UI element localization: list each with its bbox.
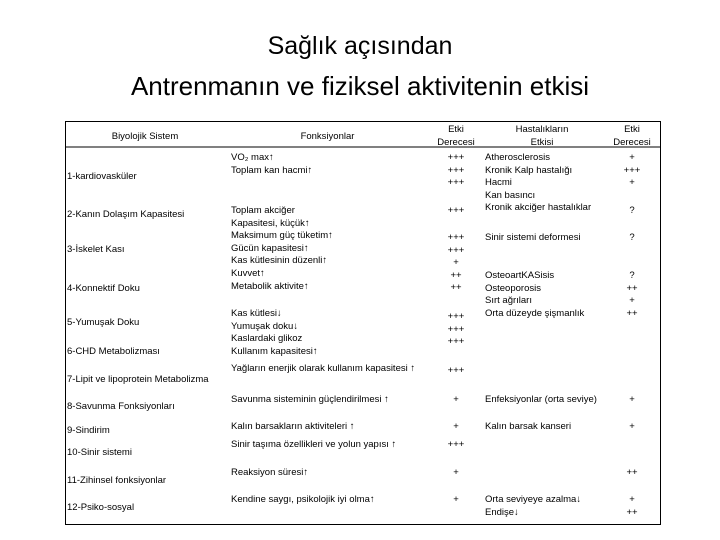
system-cardiovascular: 1-kardiovasküler xyxy=(67,171,137,182)
diseases-psycho: Orta seviyeye azalma↓ Endişe↓ xyxy=(485,494,582,518)
diseases-digestion: Kalın barsak kanseri xyxy=(485,421,572,432)
header-diseases: Hastalıkların Etkisi xyxy=(515,124,569,148)
functions-block-2: Toplam akciğer Kapasitesi, küçük↑ Maksimum güç tüketim↑ Gücün kapasitesi↑ Kas kütlesinin düzenli↑ Kuvvet↑ Metabolik aktivite↑ xyxy=(231,205,333,292)
degree1-block-1: +++ +++ +++ xyxy=(447,152,465,189)
degree1-lipid: +++ xyxy=(447,365,465,376)
degree1-digestion: + xyxy=(453,421,459,432)
degree1-block-2: +++ xyxy=(447,205,465,216)
degree2-block-1: + +++ + xyxy=(623,152,641,189)
diseases-block-2: Sinir sistemi deformesi xyxy=(485,232,581,243)
degree2-block-2: ? xyxy=(629,205,635,216)
functions-block-3: Kas kütlesi↓ Yumuşak doku↓ Kaslardaki glikoz Kullanım kapasitesi↑ xyxy=(231,308,318,357)
functions-lipid: Yağların enerjik olarak kullanım kapasitesi ↑ xyxy=(231,363,416,374)
system-nervous: 10-Sinir sistemi xyxy=(67,447,132,458)
diseases-defense: Enfeksiyonlar (orta seviye) xyxy=(485,394,597,405)
title-line-2: Antrenmanın ve fiziksel aktivitenin etkisi xyxy=(130,71,590,101)
degree1-nerve: +++ xyxy=(447,439,465,450)
functions-defense: Savunma sisteminin güçlendirilmesi ↑ xyxy=(231,394,389,405)
system-psychosocial: 12-Psiko-sosyal xyxy=(67,502,135,513)
system-blood-circulation: 2-Kanın Dolaşım Kapasitesi xyxy=(67,209,185,220)
system-connective-tissue: 4-Konnektif Doku xyxy=(67,283,140,294)
degree2-mental: ++ xyxy=(626,467,638,478)
functions-digestion: Kalın barsakların aktiviteleri ↑ xyxy=(231,421,355,432)
degree1-mental: + xyxy=(453,467,459,478)
header-system: Biyolojik Sistem xyxy=(111,131,179,142)
title-line-1: Sağlık açısından xyxy=(267,32,453,60)
degree2-psycho: + ++ xyxy=(626,494,638,518)
functions-psycho: Kendine saygı, psikolojik iyi olma↑ xyxy=(231,494,375,505)
effects-table xyxy=(65,121,661,525)
diseases-block-1: Atherosclerosis Kronik Kalp hastalığı Hacmi Kan basıncı Kronik akciğer hastalıklar xyxy=(485,152,592,214)
degree2-block-4: ? ++ + ++ xyxy=(626,270,638,319)
degree1-psycho: + xyxy=(453,494,459,505)
system-lipid-metabolism: 7-Lipit ve lipoprotein Metabolizma xyxy=(67,374,209,385)
degree1-defense: + xyxy=(453,394,459,405)
degree1-block-3: +++ +++ + ++ ++ xyxy=(447,232,465,294)
system-mental: 11-Zihinsel fonksiyonlar xyxy=(67,475,167,486)
system-chd-metabolism: 6-CHD Metabolizması xyxy=(67,346,160,357)
header-functions: Fonksiyonlar xyxy=(300,131,355,142)
system-digestion: 9-Sindirim xyxy=(67,425,110,436)
header-degree-1: Etki Derecesi xyxy=(437,124,475,148)
diseases-block-3: OsteoartKASisis Osteoporosis Sırt ağrıları Orta düzeyde şişmanlık xyxy=(485,270,585,319)
degree2-block-3: ? xyxy=(629,232,635,243)
degree2-defense: + xyxy=(629,394,635,405)
degree1-block-4: +++ +++ +++ xyxy=(447,311,465,348)
system-defense: 8-Savunma Fonksiyonları xyxy=(67,401,175,412)
system-soft-tissue: 5-Yumuşak Doku xyxy=(67,317,140,328)
system-skeletal-muscle: 3-İskelet Kası xyxy=(67,244,125,255)
degree2-digestion: + xyxy=(629,421,635,432)
header-degree-2: Etki Derecesi xyxy=(613,124,651,148)
functions-mental: Reaksiyon süresi↑ xyxy=(231,467,309,478)
functions-nerve: Sinir taşıma özellikleri ve yolun yapısı ↑ xyxy=(231,439,397,450)
functions-block-1: VO₂ max↑ Toplam kan hacmi↑ xyxy=(231,152,313,176)
